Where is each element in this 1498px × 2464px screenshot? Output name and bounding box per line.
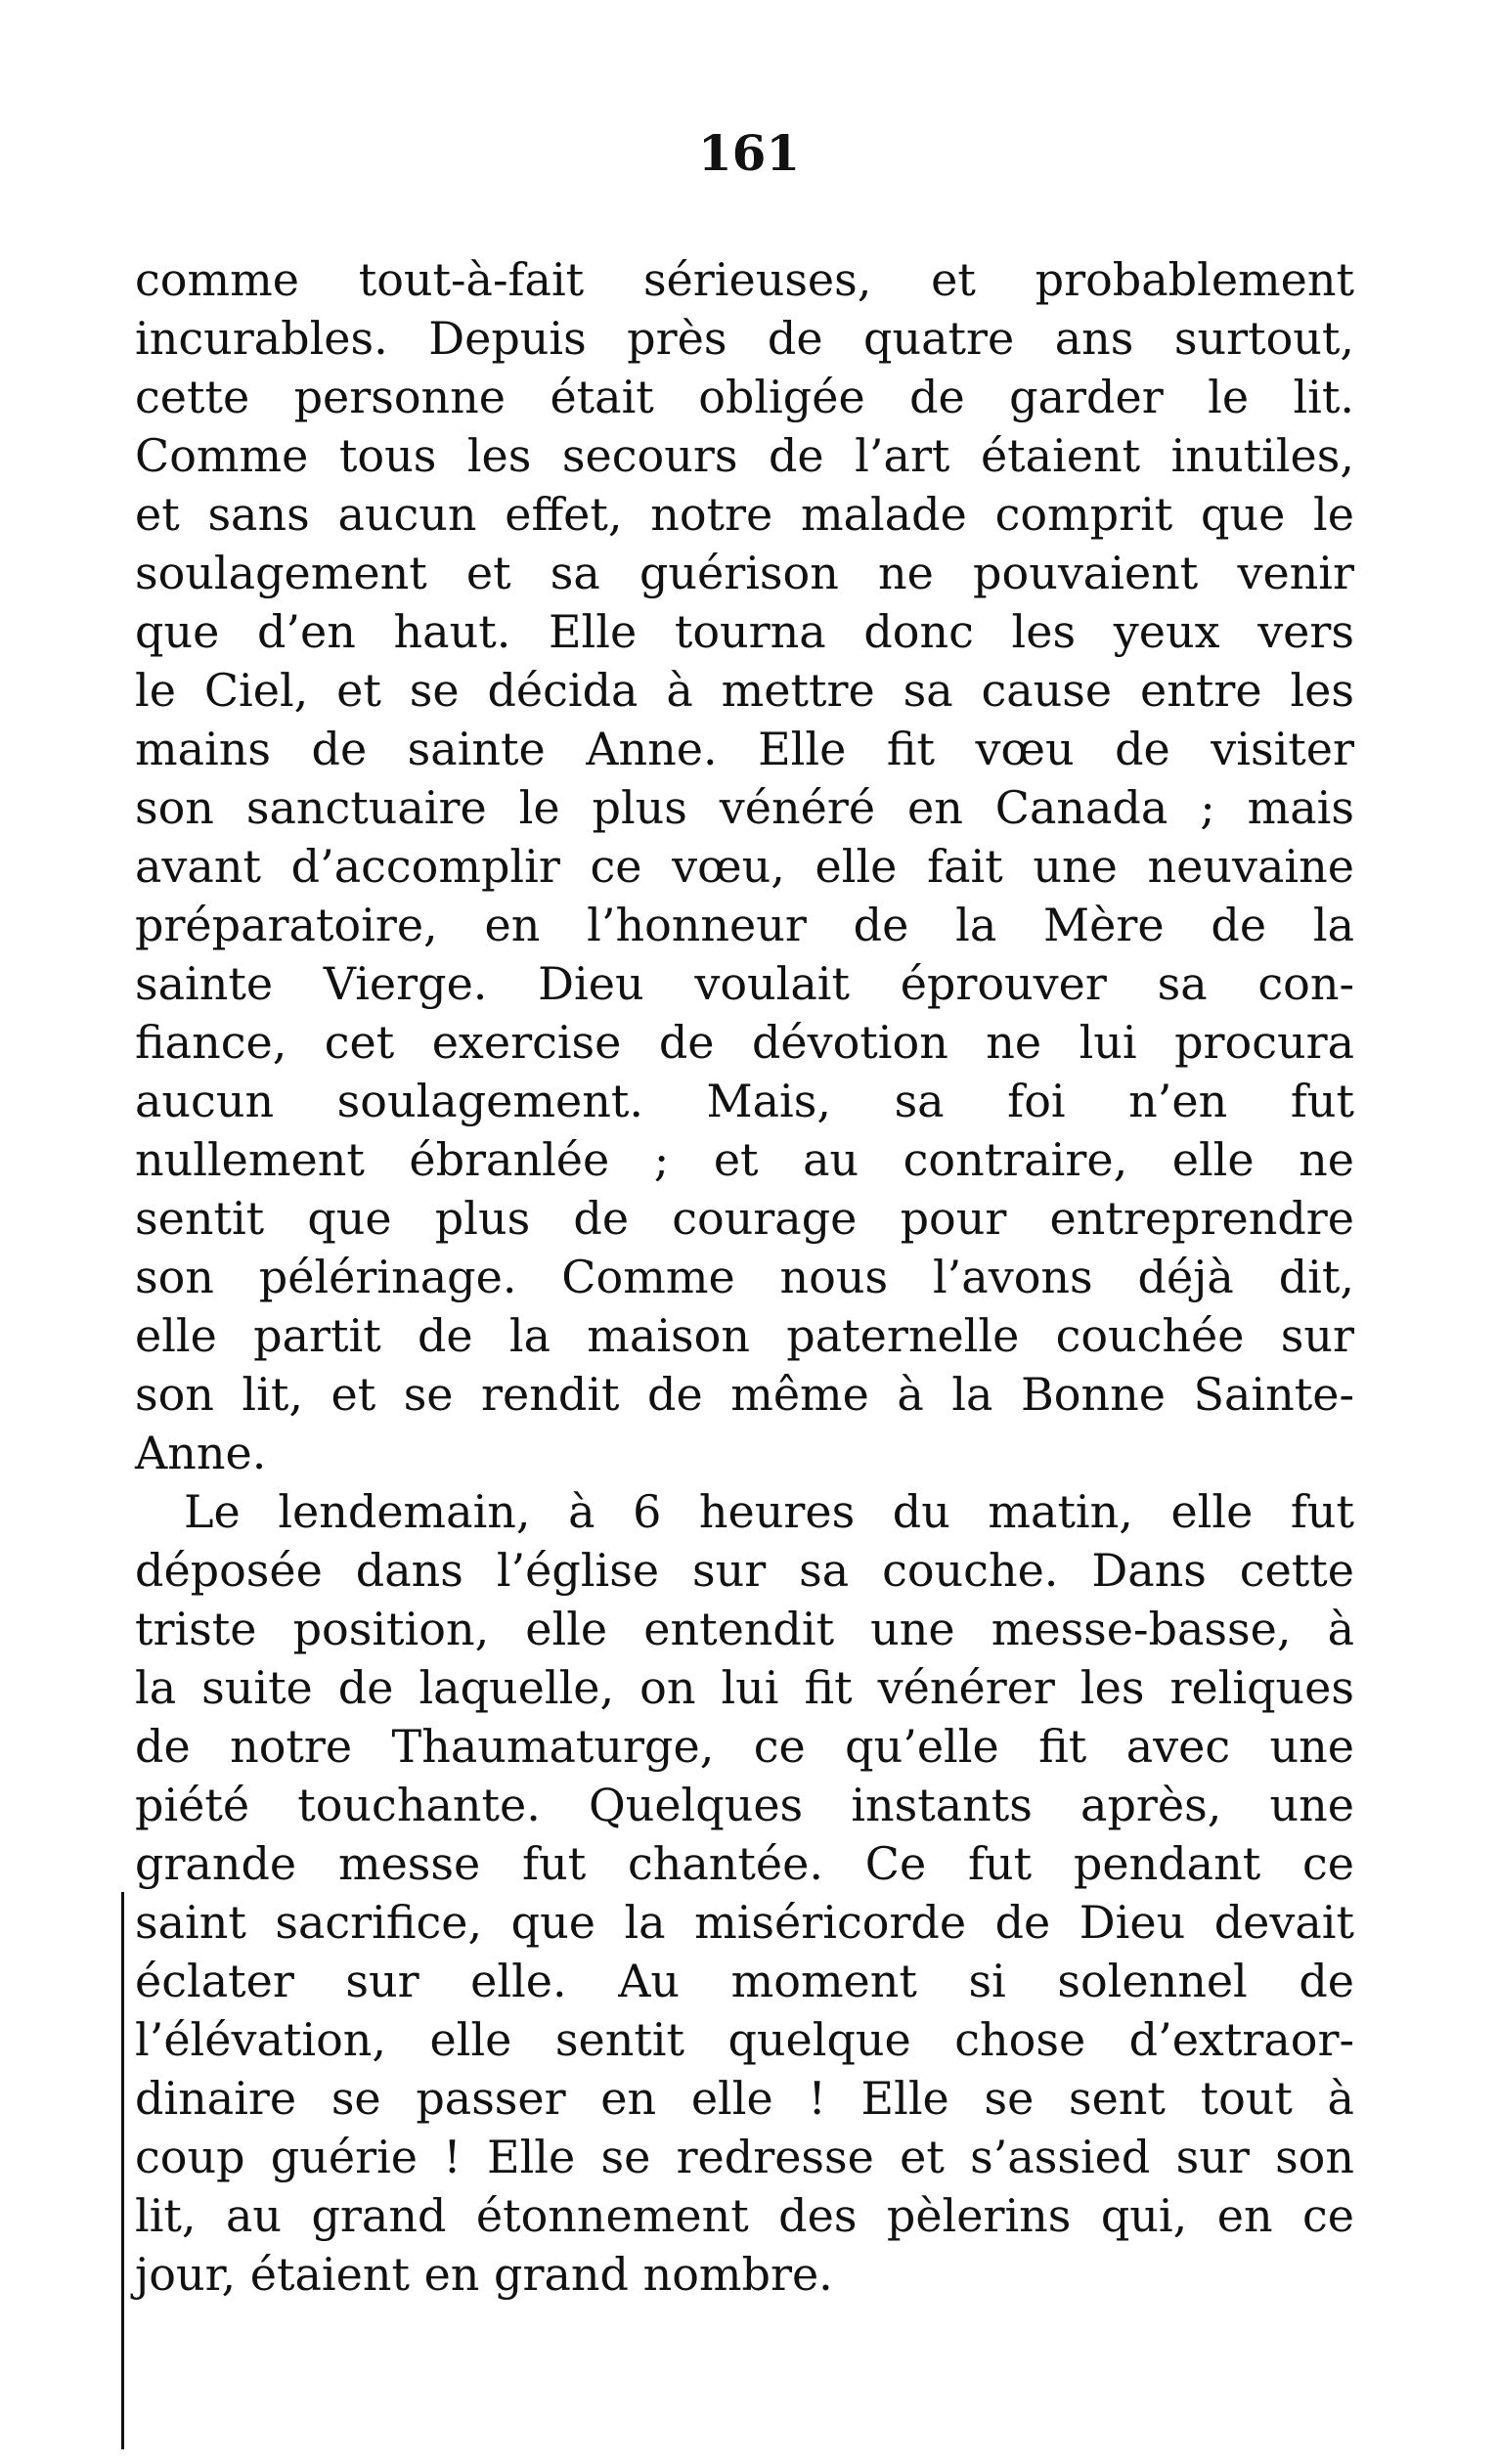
margin-rule [121,1892,124,2449]
paragraph [135,1482,1354,2304]
text-line: son sanctuaire le plus vénéré en Canada ; mais [135,781,1354,834]
text-line: soulagement et sa guérison ne pouvaient venir [135,547,1354,599]
text-line: et sans aucun effet, notre malade comprit que le [135,488,1354,541]
text-line: elle partit de la maison paternelle couchée sur [135,1309,1354,1362]
text-line: que d’en haut. Elle tourna donc les yeux vers [135,605,1354,658]
text-line: piété touchante. Quelques instants après, une [135,1779,1354,1831]
text-line: sainte Vierge. Dieu voulait éprouver sa con- [135,957,1354,1010]
text-line: mains de sainte Anne. Elle fit vœu de visiter [135,723,1354,775]
text-line: aucun soulagement. Mais, sa foi n’en fut [135,1075,1354,1127]
text-line: son pélérinage. Comme nous l’avons déjà dit, [135,1251,1354,1303]
text-line: saint sacrifice, que la miséricorde de Dieu devait [135,1896,1354,1949]
text-line: de notre Thaumaturge, ce qu’elle fit avec une [135,1720,1354,1773]
text-line: avant d’accomplir ce vœu, elle fait une neuvaine [135,840,1354,893]
text-line: dinaire se passer en elle ! Elle se sent tout à [135,2072,1354,2125]
text-line: coup guérie ! Elle se redresse et s’assied sur son [135,2131,1354,2183]
text-line: déposée dans l’église sur sa couche. Dans cette [135,1544,1354,1597]
text-line: Le lendemain, à 6 heures du matin, elle fut [184,1485,1354,1538]
text-line: son lit, et se rendit de même à la Bonne Sainte- [135,1368,1354,1421]
text-line: Anne. [135,1427,267,1479]
text-line: fiance, cet exercise de dévotion ne lui procura [135,1016,1354,1069]
paragraph [135,250,1354,1482]
text-line: comme tout-à-fait sérieuses, et probablement [135,253,1354,306]
text-line: triste position, elle entendit une messe-basse, à [135,1603,1354,1655]
text-line: incurables. Depuis près de quatre ans surtout, [135,312,1354,365]
body-text [135,250,1354,2304]
text-line: préparatoire, en l’honneur de la Mère de la [135,899,1354,951]
text-line: éclater sur elle. Au moment si solennel de [135,1955,1354,2007]
text-line: la suite de laquelle, on lui fit vénérer les reliques [135,1661,1354,1714]
text-line: l’élévation, elle sentit quelque chose d’extraor- [135,2013,1354,2066]
page-number: 161 [697,124,801,182]
text-line: Comme tous les secours de l’art étaient inutiles, [135,429,1354,482]
text-line: grande messe fut chantée. Ce fut pendant ce [135,1837,1354,1890]
text-line: le Ciel, et se décida à mettre sa cause entre les [135,664,1354,717]
text-line: nullement ébranlée ; et au contraire, elle ne [135,1133,1354,1186]
text-line: cette personne était obligée de garder le lit. [135,371,1354,423]
text-line: jour, étaient en grand nombre. [135,2248,833,2301]
text-line: sentit que plus de courage pour entreprendre [135,1192,1354,1245]
text-line: lit, au grand étonnement des pèlerins qui, en ce [135,2189,1354,2242]
